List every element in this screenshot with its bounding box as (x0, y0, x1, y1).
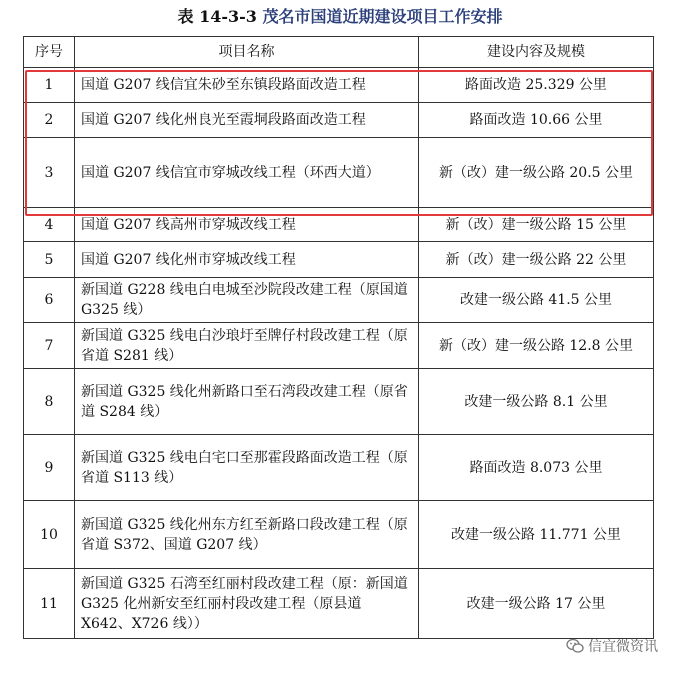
table-row (24, 278, 654, 323)
row-scale: 新（改）建一级公路 15 公里 (419, 208, 654, 242)
row-scale: 新（改）建一级公路 12.8 公里 (419, 323, 654, 369)
row-name: 国道 G207 线化州良光至霞垌段路面改造工程 (75, 103, 419, 138)
row-scale: 新（改）建一级公路 20.5 公里 (419, 138, 654, 208)
row-no: 8 (24, 369, 75, 435)
table-row (24, 323, 654, 369)
row-name: 新国道 G325 线电白宅口至那霍段路面改造工程（原省道 S113 线） (75, 435, 419, 501)
row-scale: 改建一级公路 17 公里 (419, 569, 654, 639)
table-row (24, 103, 654, 138)
table-row (24, 435, 654, 501)
row-name: 国道 G207 线高州市穿城改线工程 (75, 208, 419, 242)
table-row (24, 569, 654, 639)
table-title-text: 茂名市国道近期建设项目工作安排 (262, 7, 503, 26)
row-name: 国道 G207 线信宜朱砂至东镇段路面改造工程 (75, 68, 419, 103)
row-no: 9 (24, 435, 75, 501)
table-title (0, 6, 680, 28)
wechat-icon (566, 638, 584, 654)
header-scale: 建设内容及规模 (419, 37, 654, 68)
row-scale: 路面改造 25.329 公里 (419, 68, 654, 103)
watermark-text: 信宜微资讯 (588, 639, 658, 655)
table-number: 表 14-3-3 (177, 7, 257, 26)
row-scale: 新（改）建一级公路 22 公里 (419, 242, 654, 278)
watermark (566, 636, 658, 656)
row-name: 新国道 G325 线化州新路口至石湾段改建工程（原省道 S284 线） (75, 369, 419, 435)
row-name: 新国道 G325 线化州东方红至新路口段改建工程（原省道 S372、国道 G207 线） (75, 501, 419, 569)
table-header-row (24, 37, 654, 68)
table-row (24, 501, 654, 569)
row-name: 国道 G207 线信宜市穿城改线工程（环西大道） (75, 138, 419, 208)
row-scale: 改建一级公路 11.771 公里 (419, 501, 654, 569)
row-no: 2 (24, 103, 75, 138)
row-no: 6 (24, 278, 75, 323)
row-no: 3 (24, 138, 75, 208)
row-name: 国道 G207 线化州市穿城改线工程 (75, 242, 419, 278)
table-row (24, 138, 654, 208)
row-no: 5 (24, 242, 75, 278)
row-no: 7 (24, 323, 75, 369)
row-name: 新国道 G325 线电白沙琅圩至牌仔村段改建工程（原省道 S281 线） (75, 323, 419, 369)
table-row (24, 242, 654, 278)
row-no: 1 (24, 68, 75, 103)
row-scale: 路面改造 10.66 公里 (419, 103, 654, 138)
row-no: 10 (24, 501, 75, 569)
table-row (24, 369, 654, 435)
table-row (24, 68, 654, 103)
table-row (24, 208, 654, 242)
row-no: 11 (24, 569, 75, 639)
row-scale: 改建一级公路 8.1 公里 (419, 369, 654, 435)
row-no: 4 (24, 208, 75, 242)
row-scale: 路面改造 8.073 公里 (419, 435, 654, 501)
row-scale: 改建一级公路 41.5 公里 (419, 278, 654, 323)
header-name: 项目名称 (75, 37, 419, 68)
header-no: 序号 (24, 37, 75, 68)
row-name: 新国道 G325 石湾至红丽村段改建工程（原：新国道 G325 化州新安至红丽村段改建工程（原县道 X642、X726 线）） (75, 569, 419, 639)
row-name: 新国道 G228 线电白电城至沙院段改建工程（原国道 G325 线） (75, 278, 419, 323)
project-table (23, 36, 654, 639)
